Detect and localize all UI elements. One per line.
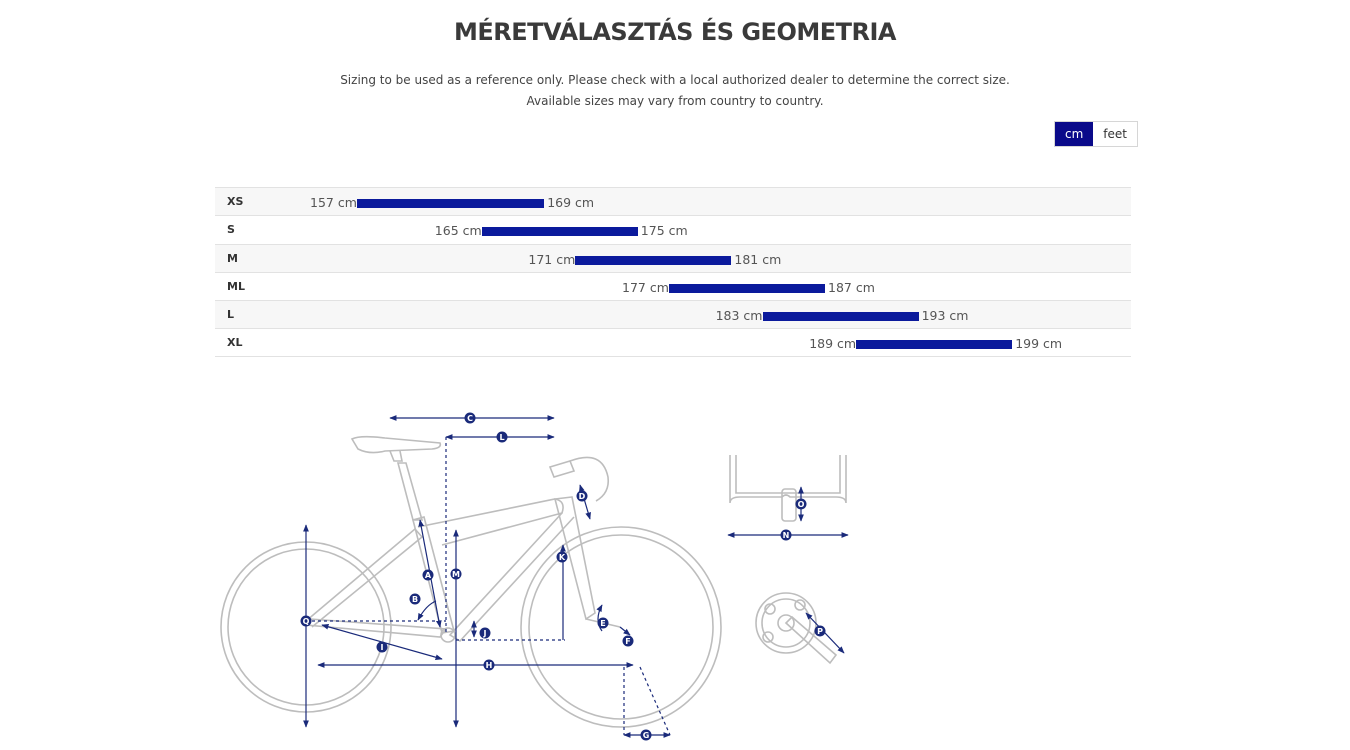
range-max-label: 193 cm [921,308,969,324]
marker-label: F [625,637,631,646]
range-min-label: 177 cm [622,279,669,295]
marker-label: A [424,571,432,580]
unit-feet-button[interactable]: feet [1093,122,1137,146]
range-min-label: 157 cm [310,195,357,210]
range-min-label: 165 cm [434,223,482,239]
marker-label: N [782,531,790,540]
size-row [215,215,1131,243]
unit-toggle [1054,121,1138,147]
range-max-label: 175 cm [640,223,688,239]
marker-i [377,642,388,653]
size-label: XS [227,195,244,208]
range-max-label: 199 cm [1015,336,1063,352]
bike-outline [221,437,721,727]
marker-e [598,618,609,629]
marker-a [423,570,434,581]
marker-label: M [452,570,460,579]
marker-h [484,660,495,671]
marker-n [781,530,792,541]
size-row [215,187,1131,215]
marker-m [451,569,462,580]
marker-d [577,491,588,502]
marker-label: G [642,731,650,740]
marker-o [796,499,807,510]
dimension-lines [306,418,848,735]
marker-label: C [467,414,473,423]
marker-p [815,626,826,637]
availability-note: Available sizes may vary from country to country. [526,94,824,108]
range-max-label: 169 cm [547,195,595,210]
marker-label: P [817,627,823,636]
size-chart [215,187,1131,357]
size-row [215,328,1131,356]
marker-f [623,636,634,647]
range-bar [482,227,638,236]
range-min-label: 171 cm [528,251,576,267]
size-row [215,300,1131,328]
range-bar [357,199,544,208]
size-label: XL [227,336,243,350]
marker-g [641,730,652,741]
size-row [215,244,1131,272]
marker-label: L [499,433,505,442]
marker-label: E [600,619,606,628]
marker-label: K [558,553,566,562]
unit-cm-button[interactable]: cm [1055,122,1093,146]
marker-label: I [380,643,384,652]
size-label: L [227,308,235,322]
range-min-label: 189 cm [809,336,857,352]
marker-j [480,628,491,639]
marker-label: Q [302,617,310,626]
size-label: ML [227,279,245,293]
marker-label: D [578,492,586,501]
range-bar [669,284,825,293]
range-bar [575,256,731,265]
marker-label: J [483,629,487,638]
marker-k [557,552,568,563]
marker-b [410,594,421,605]
sizing-disclaimer: Sizing to be used as a reference only. Please check with a local authorized dealer to determine the correct size. [340,73,1010,87]
page-title: MÉRETVÁLASZTÁS ÉS GEOMETRIA [454,18,896,46]
marker-l [497,432,508,443]
range-max-label: 187 cm [828,279,875,295]
marker-label: O [797,500,805,509]
range-max-label: 181 cm [734,251,782,267]
marker-label: B [411,595,419,604]
handlebar-top-view [730,455,846,521]
range-bar [763,312,919,321]
marker-q [301,616,312,627]
geometry-diagram [210,405,870,750]
size-row [215,272,1131,300]
range-bar [856,340,1012,349]
marker-c [465,413,476,424]
size-label: S [227,223,235,237]
size-label: M [227,251,238,265]
marker-label: H [485,661,493,670]
range-min-label: 183 cm [715,308,763,324]
